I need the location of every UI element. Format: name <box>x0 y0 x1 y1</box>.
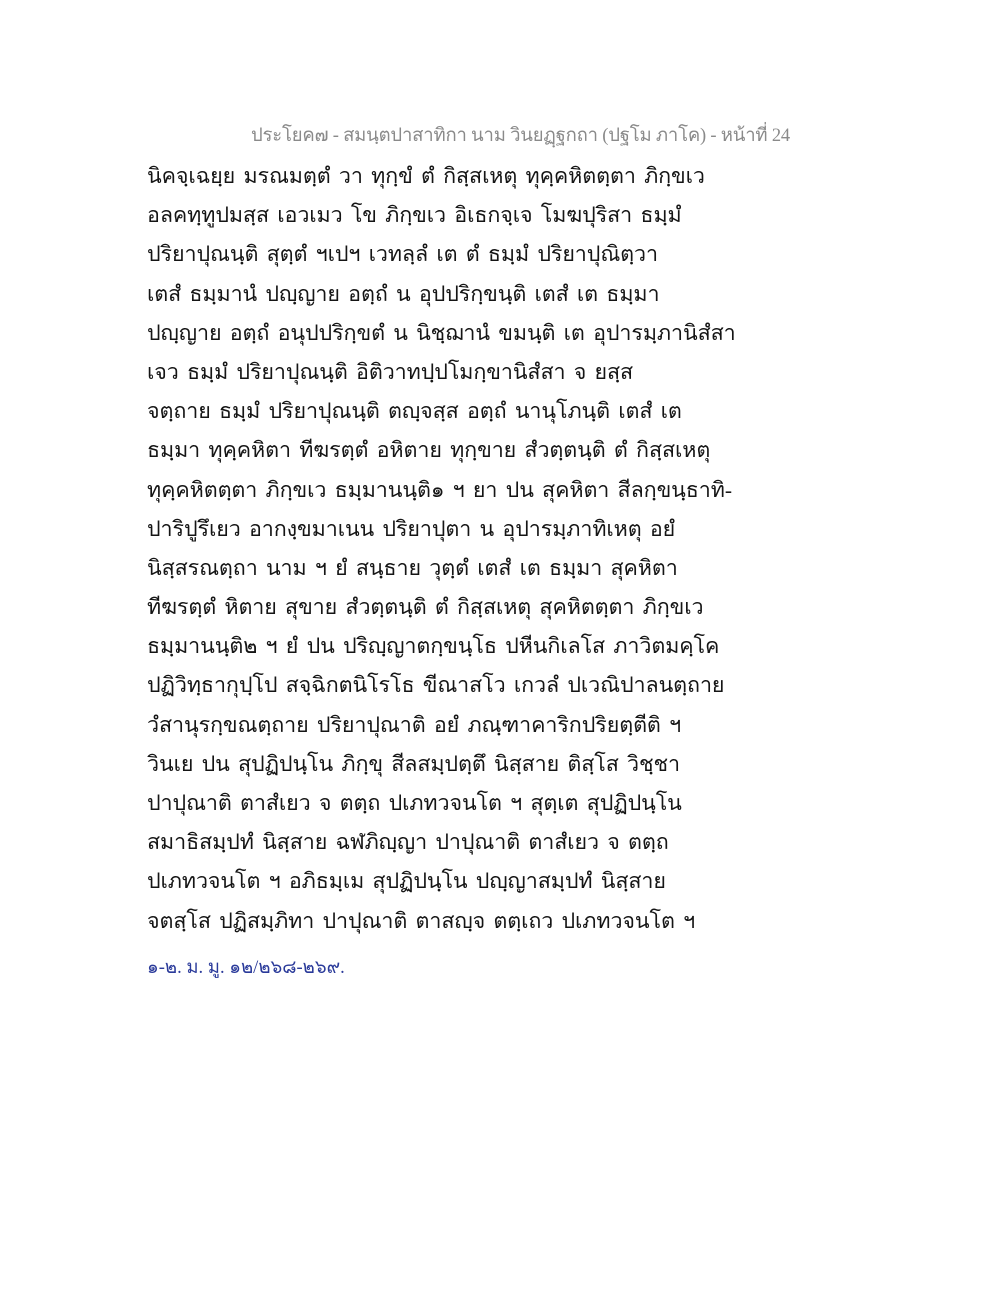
text-line-8: ธมฺมา ทุคฺคหิตา ทีฆรตฺตํ อหิตาย ทุกฺขาย สํวตฺตนฺติ ตํ กิสฺสเหตุ <box>147 438 711 463</box>
text-line-6: เจว ธมฺมํ ปริยาปุณนฺติ อิติวาทปฺปโมกฺขานิสํสา จ ยสฺส <box>147 359 634 384</box>
text-line-1: นิคจฺเฉยฺย มรณมตฺตํ วา ทุกฺขํ ตํ กิสฺสเหตุ ทุคฺคหิตตฺตา ภิกฺขเว <box>147 164 705 188</box>
text-line-20: จตสฺโส ปฏิสมฺภิทา ปาปุณาติ ตาสญฺจ ตตฺเถว ปเภทวจนโต ฯ <box>147 908 696 933</box>
text-line-2: อลคทฺทูปมสฺส เอวเมว โข ภิกฺขเว อิเธกจฺเจ โมฆปุริสา ธมฺมํ <box>147 203 682 228</box>
text-line-9: ทุคฺคหิตตฺตา ภิกฺขเว ธมฺมานนฺติ๑ ฯ ยา ปน สุคหิตา สีลกฺขนฺธาทิ- <box>147 477 732 502</box>
text-line-12: ทีฆรตฺตํ หิตาย สุขาย สํวตฺตนฺติ ตํ กิสฺสเหตุ สุคหิตตฺตา ภิกฺขเว <box>147 595 704 620</box>
text-line-11: นิสฺสรณตฺถา นาม ฯ ยํ สนฺธาย วุตฺตํ เตสํ เต ธมฺมา สุคหิตา <box>147 555 678 580</box>
text-line-3: ปริยาปุณนฺติ สุตฺตํ ฯเปฯ เวทลฺลํ เต ตํ ธมฺมํ ปริยาปุณิตฺวา <box>147 242 658 267</box>
body-text <box>147 157 736 941</box>
text-line-19: ปเภทวจนโต ฯ อภิธมฺเม สุปฏิปนฺโน ปญฺญาสมฺปทํ นิสฺสาย <box>147 869 666 894</box>
text-line-15: วํสานุรกฺขณตฺถาย ปริยาปุณาติ อยํ ภณฺฑาคาริกปริยตฺตีติ ฯ <box>147 712 682 737</box>
text-line-4: เตสํ ธมฺมานํ ปญฺญาย อตฺถํ น อุปปริกฺขนฺติ เตสํ เต ธมฺมา <box>147 281 660 306</box>
text-line-13: ธมฺมานนฺติ๒ ฯ ยํ ปน ปริญฺญาตกฺขนฺโธ ปหีนกิเลโส ภาวิตมคฺโค <box>147 634 720 659</box>
footnote: ๑-๒. ม. มู. ๑๒/๒๖๘-๒๖๙. <box>147 958 345 978</box>
text-line-10: ปาริปูรึเยว อากงฺขมาเนน ปริยาปุตา น อุปารมฺภาทิเหตุ อยํ <box>147 516 676 541</box>
text-line-7: จตฺถาย ธมฺมํ ปริยาปุณนฺติ ตญฺจสฺส อตฺถํ นานุโภนฺติ เตสํ เต <box>147 399 682 424</box>
text-line-5: ปญฺญาย อตฺถํ อนุปปริกฺขตํ น นิชฺฌานํ ขมนฺติ เต อุปารมฺภานิสํสา <box>147 320 736 345</box>
text-line-14: ปฏิวิทฺธากุปฺโป สจฺฉิกตนิโรโธ ขีณาสโว เกวลํ ปเวณิปาลนตฺถาย <box>147 673 725 698</box>
text-line-18: สมาธิสมฺปทํ นิสฺสาย ฉฬภิญฺญา ปาปุณาติ ตาสํเยว จ ตตฺถ <box>147 830 669 855</box>
text-line-17: ปาปุณาติ ตาสํเยว จ ตตฺถ ปเภทวจนโต ฯ สุตฺเต สุปฏิปนฺโน <box>147 791 682 815</box>
text-line-16: วินเย ปน สุปฏิปนฺโน ภิกฺขุ สีลสมฺปตฺตึ นิสฺสาย ติสฺโส วิชฺชา <box>147 751 680 776</box>
running-header: ประโยค๗ - สมนฺตปาสาทิกา นาม วินยฏฺฐกถา (ปฐโม ภาโค) - หน้าที่ 24 <box>251 126 790 146</box>
